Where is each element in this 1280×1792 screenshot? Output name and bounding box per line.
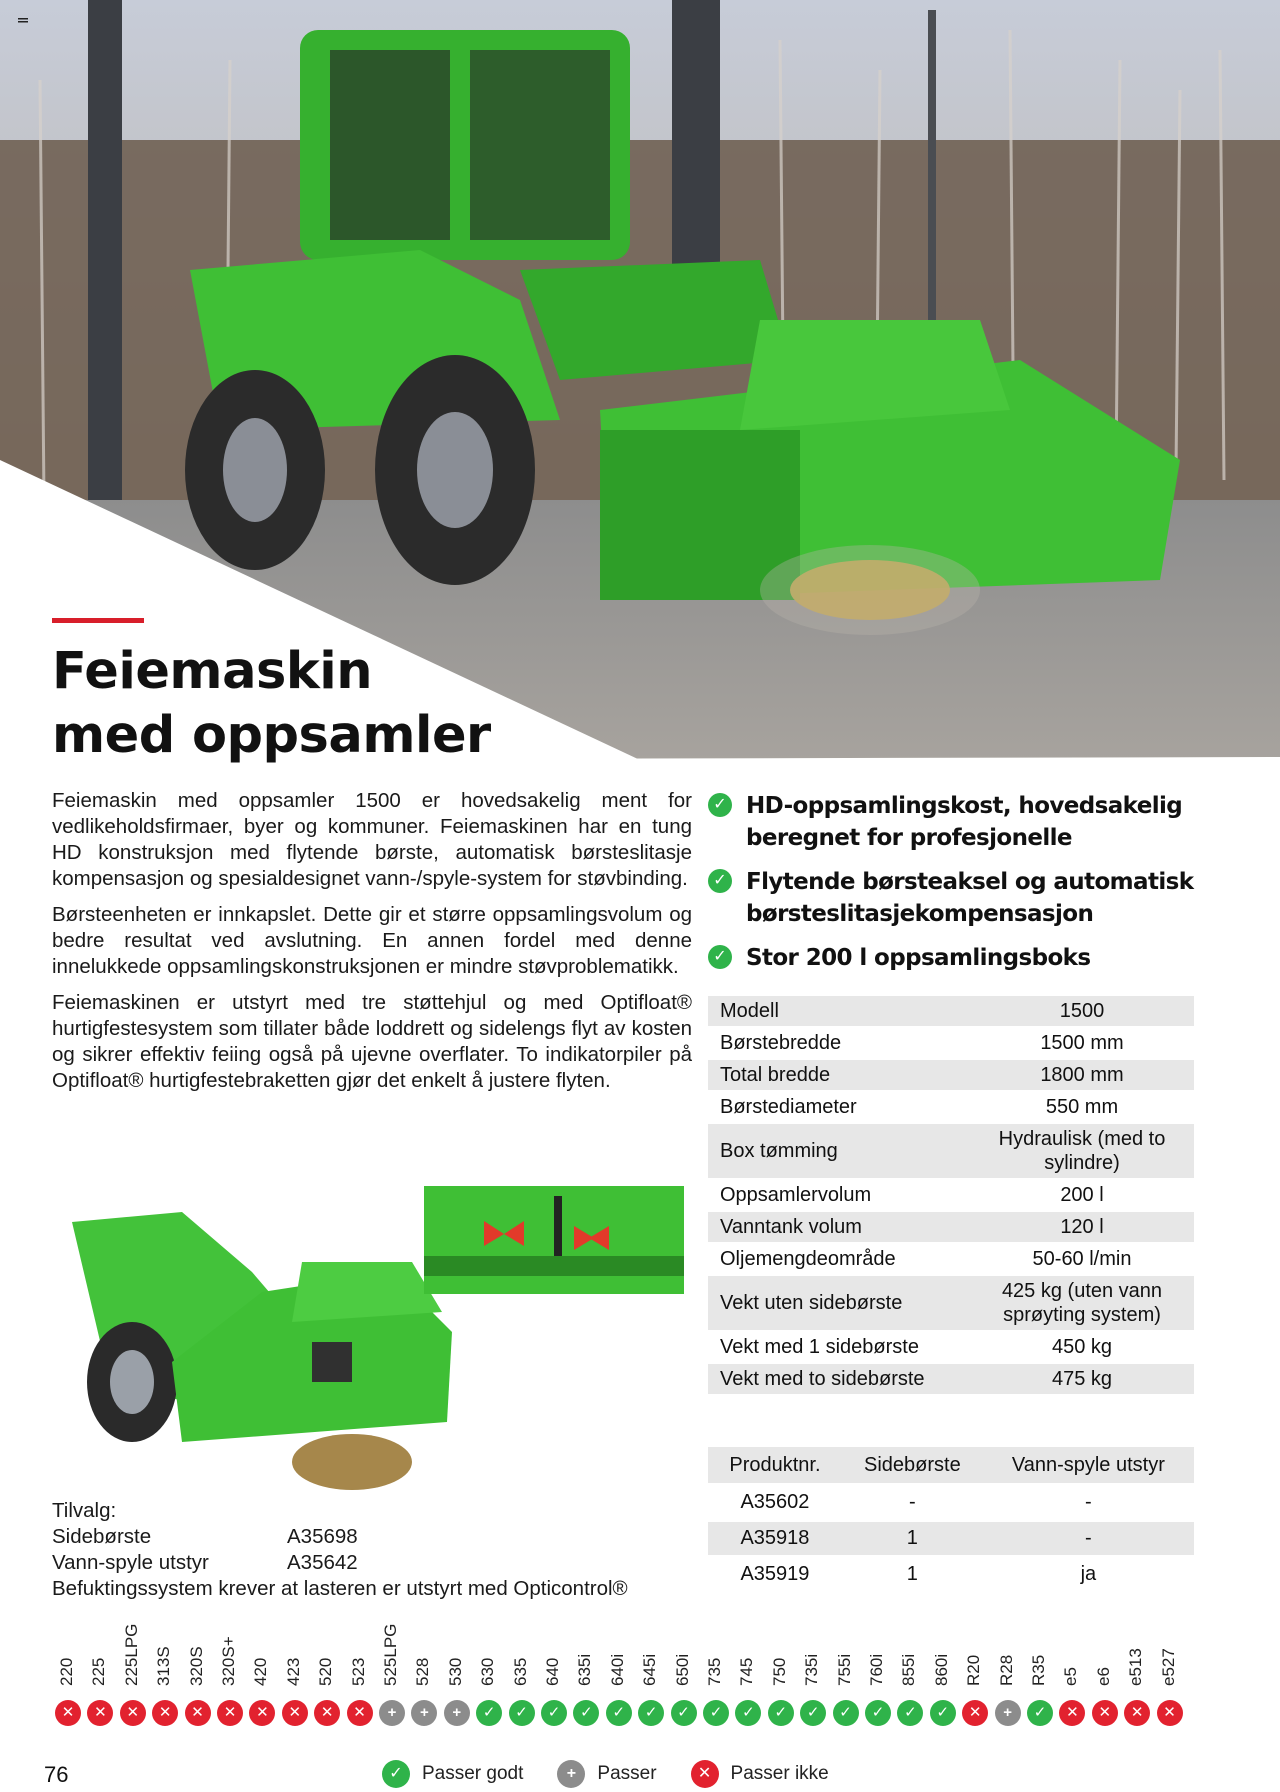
cross-icon: ✕ [185, 1700, 211, 1726]
loader-model-label: e6 [1093, 1667, 1113, 1686]
check-icon: ✓ [833, 1700, 859, 1726]
plus-icon: + [995, 1700, 1021, 1726]
spec-value: 425 kg (uten vann sprøyting system) [970, 1276, 1194, 1330]
option-row [52, 1550, 628, 1576]
check-icon: ✓ [671, 1700, 697, 1726]
spec-row [708, 996, 1194, 1026]
loader-model-label: 860i [931, 1653, 951, 1686]
product-row [708, 1486, 1194, 1519]
feature-item [708, 942, 1208, 974]
loader-model-label: e513 [1126, 1648, 1146, 1686]
loader-model-label: 423 [283, 1657, 303, 1686]
optifloat-detail-photo [424, 1186, 684, 1294]
plus-icon: + [444, 1700, 470, 1726]
loader-model-label: 750 [769, 1657, 789, 1686]
loader-model-label: 320S [186, 1646, 206, 1686]
spec-key: Børstediameter [720, 1096, 857, 1118]
loader-model-label: 645i [640, 1653, 660, 1686]
loader-model-label: 635 [510, 1657, 530, 1686]
loader-model-label: 855i [899, 1653, 919, 1686]
option-code: A35698 [287, 1525, 358, 1548]
check-icon: ✓ [708, 869, 732, 893]
check-icon: ✓ [476, 1700, 502, 1726]
loader-model-225lpg [117, 1620, 149, 1730]
loader-model-525lpg [376, 1620, 408, 1730]
spec-value: 1800 mm [970, 1060, 1194, 1090]
loader-model-860i [927, 1620, 959, 1730]
loader-model-label: 313S [154, 1646, 174, 1686]
spec-row [708, 1364, 1194, 1394]
cross-icon: ✕ [962, 1700, 988, 1726]
check-icon: ✓ [930, 1700, 956, 1726]
loader-model-e6 [1089, 1620, 1121, 1730]
loader-model-640i [603, 1620, 635, 1730]
loader-model-e513 [1121, 1620, 1153, 1730]
cross-icon: ✕ [55, 1700, 81, 1726]
cross-icon: ✕ [87, 1700, 113, 1726]
description-paragraph: Feiemaskinen er utstyrt med tre støttehjul og med Optifloat® hurtigfestesystem som tillater både loddrett og sidelengs flyt av kosten og sikrer effektiv feiing også på ujevne overflater. To indikatorpiler på Optifloat® hurtigfestebraketten gjør det enkelt å justere flyten. [52, 991, 692, 1092]
loader-model-label: 525LPG [381, 1623, 400, 1686]
spec-value: 550 mm [1045, 1096, 1119, 1118]
description [52, 788, 692, 1104]
description-paragraph: Børsteenheten er innkapslet. Dette gir et større oppsamlingsvolum og bedre resultat ved avslutning. En annen fordel med denne innelukkede oppsamlingskonstruksjonen er mindre støvproblematikk. [52, 903, 692, 978]
product-cell: A35918 [708, 1522, 842, 1555]
loader-model-520 [311, 1620, 343, 1730]
spec-value: 120 l [970, 1212, 1194, 1242]
product-cell: 1 [906, 1563, 918, 1585]
options-note: Befuktingssystem krever at lasteren er utstyrt med Opticontrol® [52, 1577, 628, 1600]
spec-value: Hydraulisk (med to sylindre) [970, 1124, 1194, 1178]
spec-key: Total bredde [708, 1060, 970, 1090]
cross-icon: ✕ [691, 1760, 719, 1788]
cross-icon: ✕ [1059, 1700, 1085, 1726]
legend-item-no [691, 1760, 829, 1788]
loader-model-420 [246, 1620, 278, 1730]
check-icon: ✓ [735, 1700, 761, 1726]
cross-icon: ✕ [314, 1700, 340, 1726]
loader-model-630 [473, 1620, 505, 1730]
loader-model-label: 640i [607, 1653, 627, 1686]
loader-model-e527 [1154, 1620, 1186, 1730]
spec-key: Vekt med 1 sidebørste [720, 1336, 919, 1358]
spec-value: 475 kg [970, 1364, 1194, 1394]
check-icon: ✓ [382, 1760, 410, 1788]
column-header: Produktnr. [708, 1447, 842, 1483]
spec-row [708, 1244, 1194, 1274]
loader-model-label: R20 [964, 1654, 984, 1686]
spec-row [708, 1124, 1194, 1178]
spec-row [708, 1212, 1194, 1242]
loader-model-225 [84, 1620, 116, 1730]
spec-value: 1500 [970, 996, 1194, 1026]
loader-model-755i [830, 1620, 862, 1730]
spec-row [708, 1060, 1194, 1090]
spec-key: Vanntank volum [708, 1212, 970, 1242]
feature-item [708, 866, 1208, 930]
loader-model-label: 745 [737, 1657, 757, 1686]
spec-key: Oljemengdeområde [720, 1248, 896, 1270]
cross-icon: ✕ [1092, 1700, 1118, 1726]
loader-model-750 [765, 1620, 797, 1730]
compatibility-legend [382, 1760, 863, 1788]
loader-model-745 [732, 1620, 764, 1730]
feature-text: Stor 200 l oppsamlingsboks [746, 945, 1091, 971]
spec-row [708, 1092, 1194, 1122]
cross-icon: ✕ [249, 1700, 275, 1726]
spec-row [708, 1332, 1194, 1362]
loader-model-760i [862, 1620, 894, 1730]
check-icon: ✓ [573, 1700, 599, 1726]
product-cell: - [983, 1522, 1194, 1555]
loader-model-label: 528 [413, 1657, 433, 1686]
loader-model-label: R28 [996, 1654, 1016, 1686]
feature-text: HD-oppsamlingskost, hovedsakelig beregnet for profesjonelle [746, 793, 1183, 851]
spec-row [708, 1276, 1194, 1330]
loader-model-640 [538, 1620, 570, 1730]
loader-model-635 [506, 1620, 538, 1730]
spec-key: Box tømming [708, 1124, 970, 1178]
cross-icon: ✕ [347, 1700, 373, 1726]
loader-model-label: 225 [89, 1657, 109, 1686]
plus-icon: + [557, 1760, 585, 1788]
loader-model-label: 523 [348, 1657, 368, 1686]
cross-icon: ✕ [152, 1700, 178, 1726]
loader-model-label: 735i [802, 1653, 822, 1686]
loader-model-label: 640 [543, 1657, 562, 1686]
product-number-table [708, 1444, 1194, 1594]
loader-model-313s [149, 1620, 181, 1730]
spec-key: Børstebredde [720, 1032, 842, 1054]
spec-key: Vekt med to sidebørste [708, 1364, 970, 1394]
product-header-row [708, 1447, 1194, 1483]
legend-label: Passer godt [422, 1763, 524, 1784]
legend-label: Passer ikke [730, 1763, 829, 1784]
loader-model-r35 [1024, 1620, 1056, 1730]
check-icon: ✓ [800, 1700, 826, 1726]
loader-model-label: 220 [57, 1657, 76, 1686]
loader-model-320splus [214, 1620, 246, 1730]
product-row [708, 1558, 1194, 1591]
plus-icon: + [379, 1700, 405, 1726]
option-name: Vann-spyle utstyr [52, 1551, 209, 1574]
page-title-line-2: med oppsamler [52, 706, 491, 765]
loader-model-label: 735 [705, 1657, 724, 1686]
loader-model-r28 [992, 1620, 1024, 1730]
spec-value: 450 kg [1051, 1336, 1113, 1358]
loader-model-523 [344, 1620, 376, 1730]
product-cell: A35919 [740, 1563, 810, 1585]
cross-icon: ✕ [1124, 1700, 1150, 1726]
loader-model-220 [52, 1620, 84, 1730]
column-header: Vann-spyle utstyr [983, 1447, 1194, 1483]
page-title-line-1: Feiemaskin [52, 642, 373, 701]
options-heading: Tilvalg: [52, 1499, 117, 1522]
page-title [52, 640, 491, 768]
cross-icon: ✕ [120, 1700, 146, 1726]
loader-model-530 [441, 1620, 473, 1730]
check-icon: ✓ [1027, 1700, 1053, 1726]
loader-model-label: e5 [1061, 1667, 1081, 1686]
check-icon: ✓ [708, 793, 732, 817]
check-icon: ✓ [768, 1700, 794, 1726]
loader-model-320s [182, 1620, 214, 1730]
spec-key: Oppsamlervolum [720, 1184, 872, 1206]
menu-icon[interactable] [18, 18, 28, 26]
loader-model-735 [700, 1620, 732, 1730]
spec-value: 50-60 l/min [1032, 1248, 1132, 1270]
cross-icon: ✕ [217, 1700, 243, 1726]
loader-model-label: 520 [316, 1657, 336, 1686]
feature-list [708, 790, 1208, 986]
spec-value: 1500 mm [1040, 1032, 1124, 1054]
legend-item-fits [557, 1760, 656, 1788]
column-header: Sidebørste [842, 1447, 983, 1483]
loader-model-645i [635, 1620, 667, 1730]
spec-row [708, 1028, 1194, 1058]
loader-model-528 [408, 1620, 440, 1730]
feature-item [708, 790, 1208, 854]
product-cell: A35602 [740, 1491, 810, 1513]
legend-label: Passer [597, 1763, 657, 1784]
description-paragraph: Feiemaskin med oppsamler 1500 er hovedsakelig ment for vedlikeholdsfirmaer, byer og kommuner. Feiemaskinen har en tung HD konstruksjon med flytende børste, automatisk børsteslitasje kompensasjon og spesialdesignet vann-/spyle-system for støvbinding. [52, 789, 692, 890]
loader-model-label: 755i [834, 1653, 854, 1686]
loader-model-label: 420 [251, 1657, 271, 1686]
loader-model-label: 650i [672, 1653, 692, 1686]
loader-model-label: 530 [445, 1657, 465, 1686]
option-name: Sidebørste [52, 1525, 152, 1548]
loader-model-635i [570, 1620, 602, 1730]
cross-icon: ✕ [1157, 1700, 1183, 1726]
spec-table [708, 994, 1194, 1396]
check-icon: ✓ [638, 1700, 664, 1726]
product-cell: 1 [842, 1522, 983, 1555]
feature-text: Flytende børsteaksel og automatisk børsteslitasjekompensasjon [746, 869, 1194, 927]
loader-model-735i [797, 1620, 829, 1730]
loader-model-label: 760i [867, 1653, 886, 1686]
loader-model-label: 320S+ [219, 1636, 238, 1686]
spec-key: Modell [708, 996, 970, 1026]
option-code: A35642 [287, 1551, 358, 1574]
spec-row [708, 1180, 1194, 1210]
plus-icon: + [411, 1700, 437, 1726]
cross-icon: ✕ [282, 1700, 308, 1726]
loader-model-label: 635i [575, 1653, 595, 1686]
loader-model-650i [668, 1620, 700, 1730]
legend-item-good [382, 1760, 523, 1788]
check-icon: ✓ [897, 1700, 923, 1726]
spec-value: 200 l [1060, 1184, 1104, 1206]
product-cell: - [909, 1491, 916, 1513]
check-icon: ✓ [703, 1700, 729, 1726]
options-list [52, 1498, 628, 1602]
loader-model-855i [894, 1620, 926, 1730]
title-accent-rule [52, 618, 144, 623]
loader-model-label: 630 [478, 1657, 498, 1686]
product-cell: - [1085, 1491, 1092, 1513]
loader-model-label: 225LPG [121, 1623, 141, 1686]
check-icon: ✓ [606, 1700, 632, 1726]
loader-model-e5 [1056, 1620, 1088, 1730]
loader-model-r20 [959, 1620, 991, 1730]
option-row [52, 1524, 628, 1550]
page-number: 76 [44, 1762, 69, 1787]
check-icon: ✓ [509, 1700, 535, 1726]
loader-model-label: R35 [1029, 1654, 1048, 1686]
loader-model-423 [279, 1620, 311, 1730]
check-icon: ✓ [708, 945, 732, 969]
loader-compatibility-strip [52, 1620, 1192, 1730]
loader-model-label: e527 [1158, 1648, 1178, 1686]
spec-key: Vekt uten sidebørste [708, 1276, 970, 1330]
check-icon: ✓ [541, 1700, 567, 1726]
check-icon: ✓ [865, 1700, 891, 1726]
product-cell: ja [1080, 1563, 1097, 1585]
product-row [708, 1522, 1194, 1555]
